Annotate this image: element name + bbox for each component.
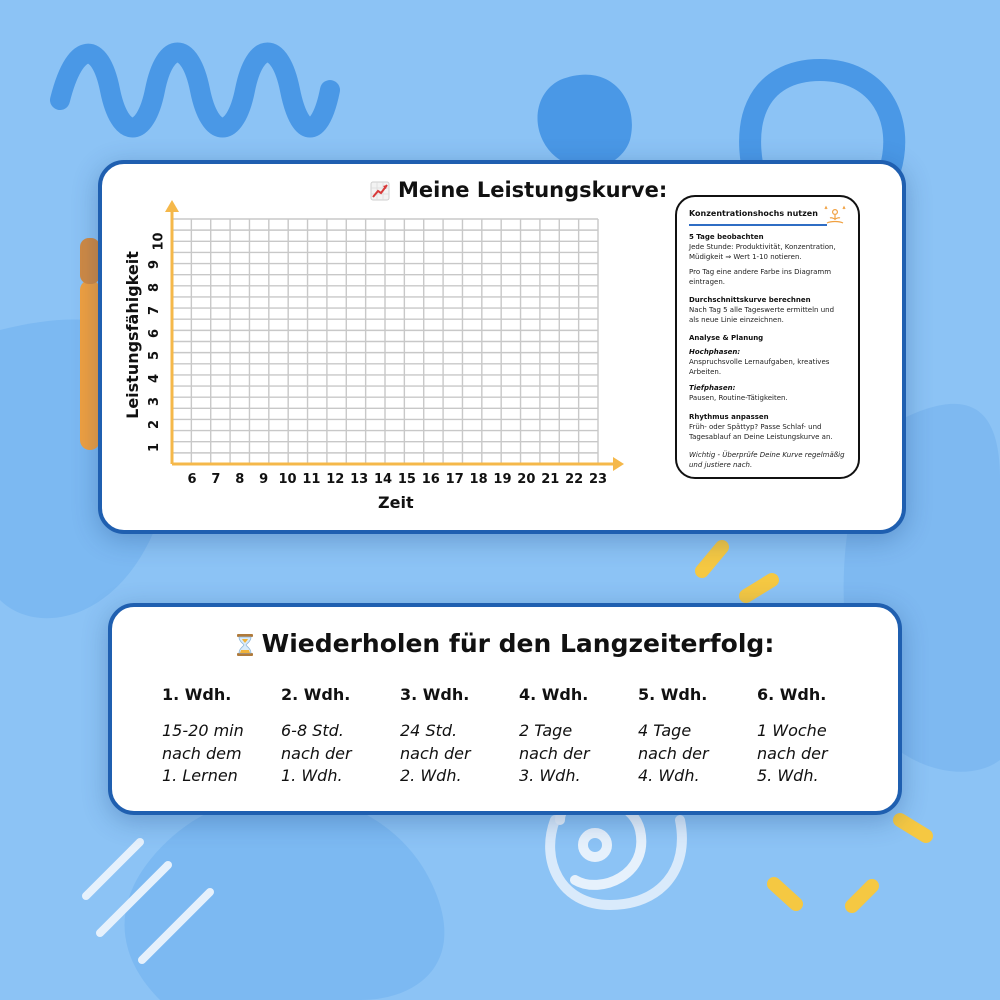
x-tick-label: 22 xyxy=(565,472,584,487)
x-tick-label: 23 xyxy=(588,472,608,487)
repetition-column xyxy=(281,685,399,788)
y-axis-label: Leistungsfähigkeit xyxy=(123,251,142,419)
repetition-heading: 3. Wdh. xyxy=(400,685,470,704)
repetition-heading: 1. Wdh. xyxy=(162,685,232,704)
info-text: Nach Tag 5 alle Tageswerte ermitteln und als neue Linie einzeichnen. xyxy=(689,306,835,324)
x-tick-label: 20 xyxy=(517,472,536,487)
x-tick-label: 13 xyxy=(350,472,369,487)
performance-chart xyxy=(166,202,626,482)
repetition-card xyxy=(108,603,902,815)
x-tick-label: 18 xyxy=(469,472,488,487)
info-box-divider xyxy=(689,224,827,226)
repetition-timing: 2 Tage nach der 3. Wdh. xyxy=(519,721,590,786)
info-text: Pausen, Routine-Tätigkeiten. xyxy=(689,394,788,403)
y-tick-label: 6 xyxy=(147,328,163,338)
info-note: Wichtig - Überprüfe Deine Kurve regelmäßig und justiere nach. xyxy=(689,451,845,469)
info-heading-observe: 5 Tage beobachten xyxy=(689,232,764,241)
repetition-title-text: Wiederholen für den Langzeiterfolg: xyxy=(261,629,775,658)
info-heading-rhythm: Rhythmus anpassen xyxy=(689,412,769,421)
repetition-timing: 4 Tage nach der 4. Wdh. xyxy=(638,721,709,786)
info-text: Pro Tag eine andere Farbe ins Diagramm eintragen. xyxy=(689,268,832,286)
x-tick-label: 6 xyxy=(187,472,197,487)
y-tick-label: 1 xyxy=(147,442,163,453)
repetition-timing: 24 Std. nach der 2. Wdh. xyxy=(400,721,471,786)
hourglass-icon xyxy=(236,633,254,657)
x-tick-label: 17 xyxy=(445,472,464,487)
repetition-column xyxy=(400,685,518,788)
repetition-timing: 15-20 min nach dem 1. Lernen xyxy=(162,721,244,786)
concentration-info-box xyxy=(675,195,860,479)
x-tick-label: 8 xyxy=(235,472,245,487)
chart-title xyxy=(370,178,667,202)
info-box-title: Konzentrationshochs nutzen xyxy=(689,209,818,218)
info-heading-average: Durchschnittskurve berechnen xyxy=(689,295,811,304)
x-tick-label: 9 xyxy=(259,472,269,487)
y-tick-label: 4 xyxy=(147,374,163,384)
performance-curve-card xyxy=(98,160,906,534)
repetition-timing: 1 Woche nach der 5. Wdh. xyxy=(757,721,828,786)
y-tick-label: 9 xyxy=(147,259,163,269)
info-heading-analysis: Analyse & Planung xyxy=(689,334,764,343)
repetition-heading: 6. Wdh. xyxy=(757,685,827,704)
x-axis-arrow xyxy=(613,457,624,471)
info-text: Früh- oder Spättyp? Passe Schlaf- und Tagesablauf an Deine Leistungskurve an. xyxy=(689,423,833,441)
repetition-column xyxy=(638,685,756,788)
repetition-column xyxy=(162,685,280,788)
chart-increasing-icon xyxy=(370,181,390,201)
info-text: Anspruchsvolle Lernaufgaben, kreatives Arbeiten. xyxy=(689,358,830,376)
repetition-timing: 6-8 Std. nach der 1. Wdh. xyxy=(281,721,352,786)
repetition-column xyxy=(757,685,875,788)
repetition-title xyxy=(112,629,898,658)
x-tick-label: 16 xyxy=(421,472,440,487)
info-sub-low: Tiefphasen: xyxy=(689,384,736,393)
x-tick-label: 11 xyxy=(302,472,321,487)
meditation-icon xyxy=(822,205,848,227)
x-tick-label: 19 xyxy=(493,472,512,487)
y-tick-label: 5 xyxy=(147,351,163,361)
y-tick-label: 3 xyxy=(147,397,163,407)
info-text: Jede Stunde: Produktivität, Konzentration, Müdigkeit ⇒ Wert 1-10 notieren. xyxy=(689,243,836,261)
x-tick-label: 21 xyxy=(541,472,560,487)
y-tick-label: 2 xyxy=(147,420,163,430)
x-tick-label: 14 xyxy=(374,472,393,487)
x-tick-label: 15 xyxy=(397,472,416,487)
y-tick-label: 10 xyxy=(151,232,167,251)
y-tick-label: 8 xyxy=(147,282,163,292)
info-sub-high: Hochphasen: xyxy=(689,347,741,356)
repetition-heading: 4. Wdh. xyxy=(519,685,589,704)
repetition-heading: 5. Wdh. xyxy=(638,685,708,704)
repetition-column xyxy=(519,685,637,788)
y-axis-arrow xyxy=(165,200,179,212)
x-tick-label: 10 xyxy=(278,472,297,487)
y-tick-label: 7 xyxy=(147,305,163,315)
x-tick-label: 7 xyxy=(211,472,221,487)
chart-title-text: Meine Leistungskurve: xyxy=(398,178,668,202)
x-tick-label: 12 xyxy=(326,472,345,487)
x-axis-label: Zeit xyxy=(378,493,414,512)
repetition-heading: 2. Wdh. xyxy=(281,685,351,704)
